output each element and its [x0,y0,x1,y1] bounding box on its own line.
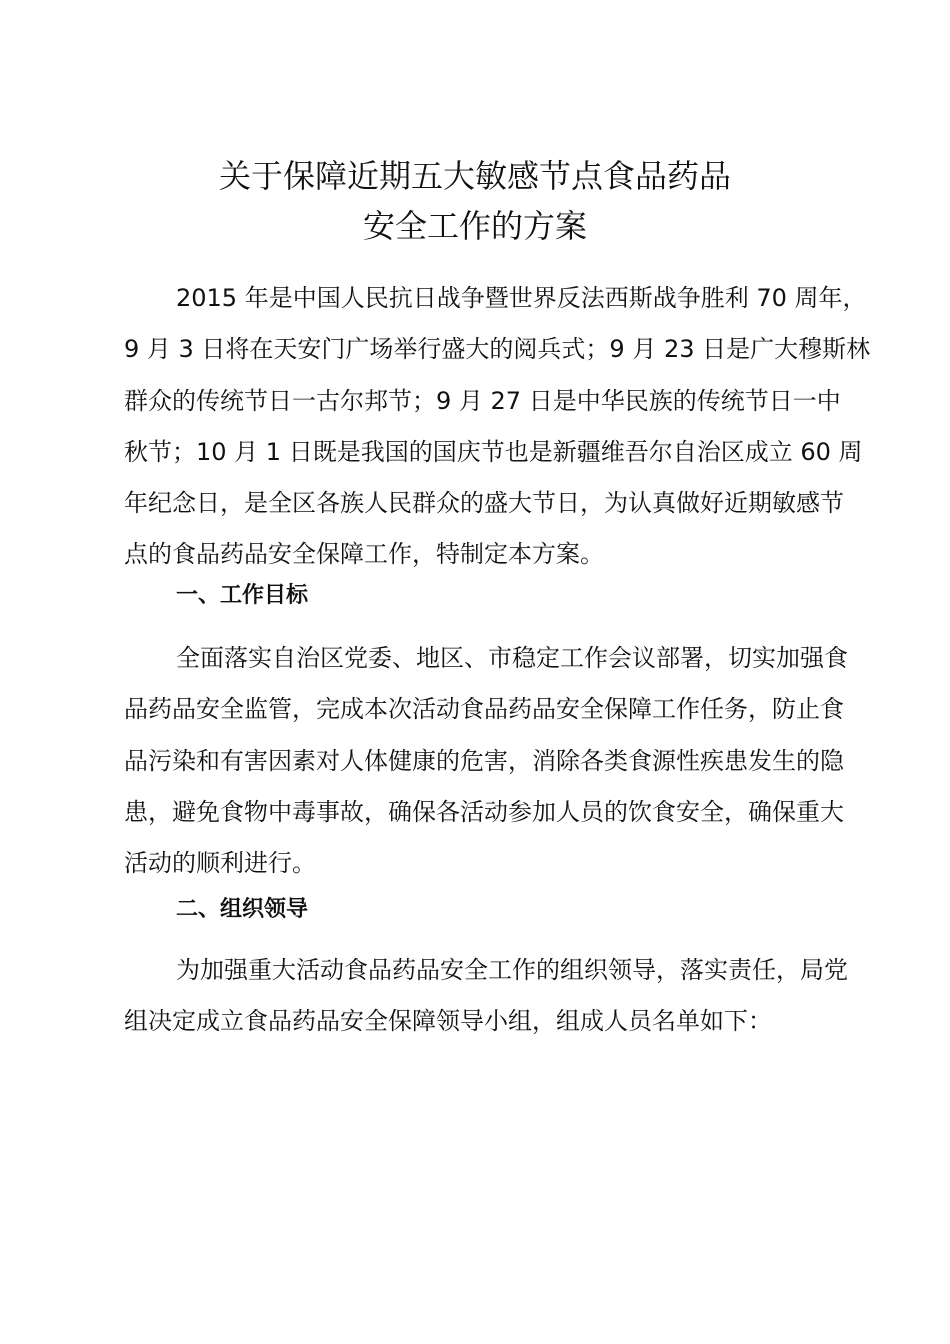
intro-line: 点的食品药品安全保障工作，特制定本方案。 [124,540,604,569]
section-heading-leadership: 二、组织领导 [176,897,309,922]
intro-line: 年纪念日，是全区各族人民群众的盛大节日，为认真做好近期敏感节 [124,489,844,518]
document-title-line-2: 安全工作的方案 [362,207,587,245]
intro-line: 2015 年是中国人民抗日战争暨世界反法西斯战争胜利 70 周年， [176,284,867,312]
leadership-line: 为加强重大活动食品药品安全工作的组织领导，落实责任，局党 [176,956,848,984]
goals-line: 全面落实自治区党委、地区、市稳定工作会议部署，切实加强食 [176,644,848,672]
document-title-line-1: 关于保障近期五大敏感节点食品药品 [218,157,731,195]
goals-line: 品药品安全监管，完成本次活动食品药品安全保障工作任务，防止食 [124,695,844,724]
goals-line: 患，避免食物中毒事故，确保各活动参加人员的饮食安全，确保重大 [124,797,844,826]
intro-line: 群众的传统节日一古尔邦节；9 月 27 日是中华民族的传统节日一中 [124,386,841,415]
intro-line: 秋节；10 月 1 日既是我国的国庆节也是新疆维吾尔自治区成立 60 周 [124,437,863,466]
leadership-paragraph [124,945,848,1048]
intro-line: 9 月 3 日将在天安门广场举行盛大的阅兵式；9 月 23 日是广大穆斯林 [124,335,871,364]
goals-line: 品污染和有害因素对人体健康的危害，消除各类食源性疾患发生的隐 [124,746,844,775]
leadership-line: 组决定成立食品药品安全保障领导小组，组成人员名单如下： [124,1007,772,1036]
intro-paragraph [124,273,871,581]
goals-line: 活动的顺利进行。 [124,849,316,878]
goals-paragraph [124,633,848,889]
section-heading-goals: 一、工作目标 [176,583,309,608]
